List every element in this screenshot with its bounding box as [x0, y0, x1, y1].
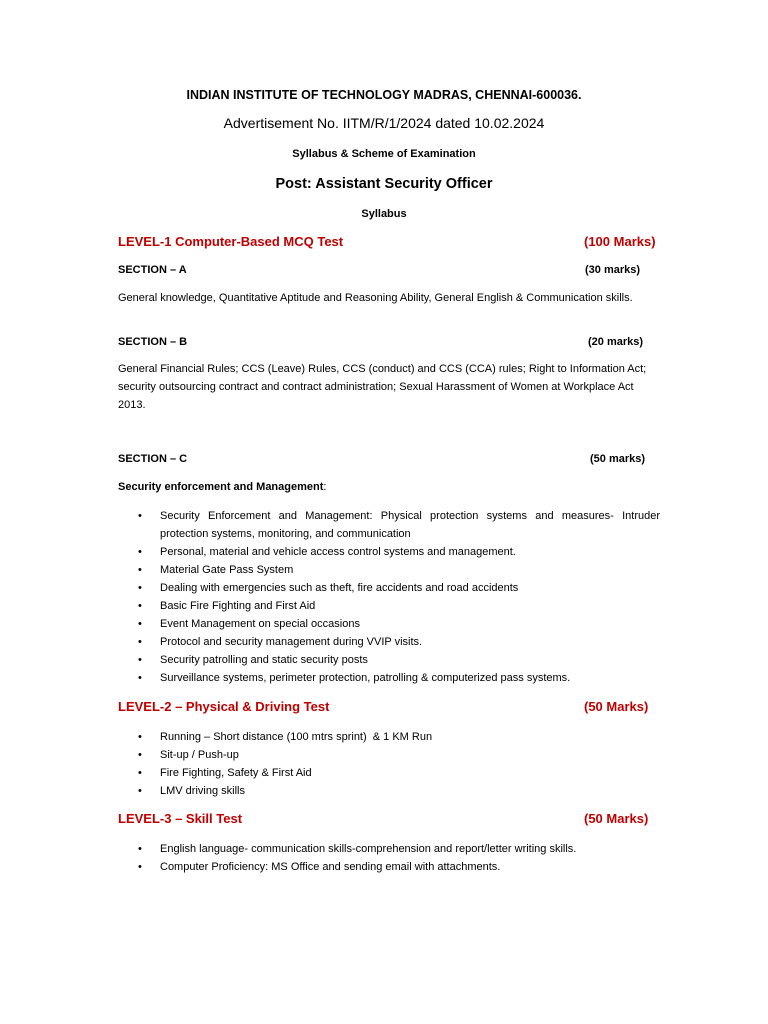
level-2-label: LEVEL-2 – Physical & Driving Test [118, 699, 330, 714]
bullet-icon: • [138, 618, 142, 630]
level-3-marks: (50 Marks) [584, 811, 649, 826]
bullet-icon: • [138, 564, 142, 576]
bullet-icon: • [138, 600, 142, 612]
level-3-list [118, 840, 660, 876]
advertisement-number: Advertisement No. IITM/R/1/2024 dated 10.02.2024 [223, 115, 545, 131]
list-item: • Event Management on special occasions [118, 615, 660, 633]
list-item: • Dealing with emergencies such as theft, fire accidents and road accidents [118, 579, 660, 597]
list-item: • LMV driving skills [118, 782, 660, 800]
level-1-marks: (100 Marks) [584, 234, 656, 249]
bullet-icon: • [138, 767, 142, 779]
bullet-icon: • [138, 546, 142, 558]
section-b-text: General Financial Rules; CCS (Leave) Rules, CCS (conduct) and CCS (CCA) rules; Right to Information Act; security outsourcing contract and contract administration; Sexual Harassment of Women at Workplace Act 2013. [118, 363, 647, 411]
institute-title: INDIAN INSTITUTE OF TECHNOLOGY MADRAS, CHENNAI-600036. [186, 88, 582, 102]
post-title: Post: Assistant Security Officer [275, 176, 493, 192]
level-3-label: LEVEL-3 – Skill Test [118, 811, 243, 826]
list-item: • Basic Fire Fighting and First Aid [118, 597, 660, 615]
bullet-icon: • [138, 749, 142, 761]
list-item: • Security patrolling and static security posts [118, 651, 660, 669]
bullet-icon: • [138, 672, 142, 684]
list-item: • English language- communication skills-comprehension and report/letter writing skills. [118, 840, 660, 858]
list-item: • Protocol and security management during VVIP visits. [118, 633, 660, 651]
list-item: • Fire Fighting, Safety & First Aid [118, 764, 660, 782]
section-a-marks: (30 marks) [585, 264, 641, 276]
list-item: • Surveillance systems, perimeter protection, patrolling & computerized pass systems. [118, 669, 660, 687]
section-a-text: General knowledge, Quantitative Aptitude and Reasoning Ability, General English & Communication skills. [118, 292, 633, 304]
bullet-icon: • [138, 654, 142, 666]
section-c-subhead [118, 481, 650, 493]
list-item: • Computer Proficiency: MS Office and sending email with attachments. [118, 858, 660, 876]
level-2-list [118, 728, 660, 800]
section-c-label: SECTION – C [118, 453, 188, 465]
section-b-marks: (20 marks) [588, 336, 644, 348]
section-b-label: SECTION – B [118, 336, 188, 348]
list-item: • Security Enforcement and Management: Physical protection systems and measures- Intruder protection systems, monitoring, and communication [118, 507, 660, 543]
section-c-subhead-colon: : [323, 481, 327, 493]
section-c-marks: (50 marks) [590, 453, 646, 465]
list-item: • Material Gate Pass System [118, 561, 660, 579]
bullet-icon: • [138, 636, 142, 648]
section-a-label: SECTION – A [118, 264, 187, 276]
syllabus-heading: Syllabus [361, 208, 407, 220]
bullet-icon: • [138, 843, 142, 855]
list-item: • Personal, material and vehicle access control systems and management. [118, 543, 660, 561]
bullet-icon: • [138, 861, 142, 873]
bullet-icon: • [138, 582, 142, 594]
bullet-icon: • [138, 731, 142, 743]
section-c-list [118, 507, 660, 687]
bullet-icon: • [138, 785, 142, 797]
bullet-icon: • [138, 510, 142, 522]
list-item: • Running – Short distance (100 mtrs sprint) & 1 KM Run [118, 728, 660, 746]
list-item: • Sit-up / Push-up [118, 746, 660, 764]
level-1-label: LEVEL-1 Computer-Based MCQ Test [118, 234, 344, 249]
section-c-subhead-text: Security enforcement and Management [118, 481, 324, 493]
scheme-heading: Syllabus & Scheme of Examination [292, 148, 476, 160]
level-2-marks: (50 Marks) [584, 699, 649, 714]
